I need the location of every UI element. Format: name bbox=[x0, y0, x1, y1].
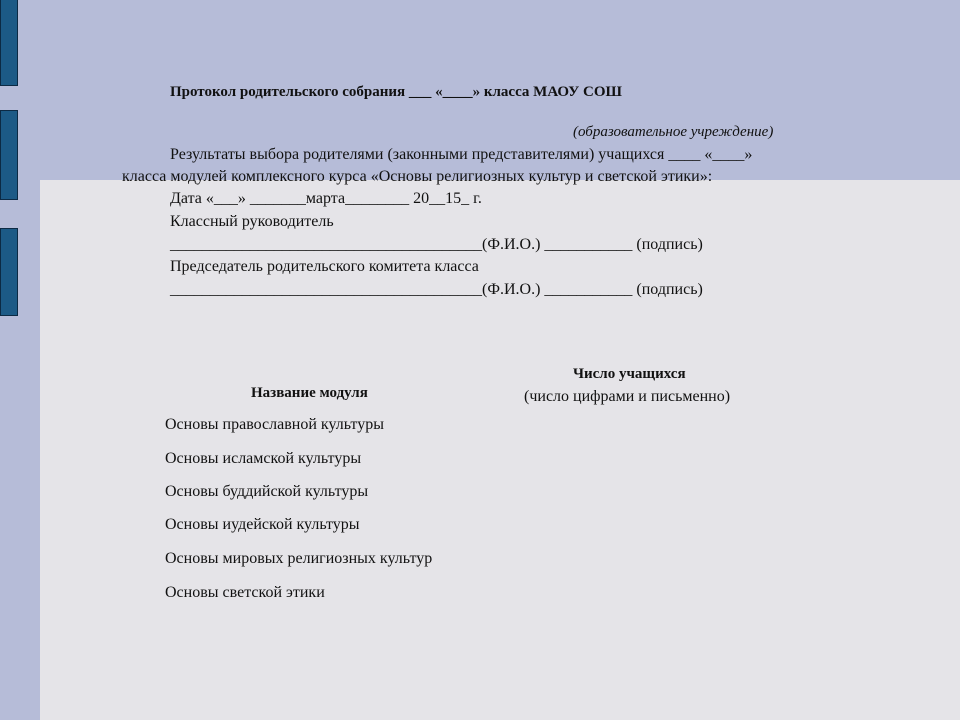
teacher-signature-line: _______________________________________(Ф.И.О.) ___________ (подпись) bbox=[170, 236, 703, 253]
teacher-label: Классный руководитель bbox=[170, 213, 334, 230]
decor-bar-3 bbox=[0, 228, 18, 316]
date-line: Дата «___» _______марта________ 20__15_ г. bbox=[170, 190, 482, 207]
protocol-title: Протокол родительского собрания ___ «____» класса МАОУ СОШ bbox=[170, 84, 622, 100]
module-row: Основы мировых религиозных культур bbox=[165, 550, 433, 567]
module-row: Основы иудейской культуры bbox=[165, 516, 360, 533]
module-row: Основы буддийской культуры bbox=[165, 483, 369, 500]
decor-bar-1 bbox=[0, 0, 18, 86]
results-line-1: Результаты выбора родителями (законными представителями) учащихся ____ «____» bbox=[170, 146, 753, 163]
decor-bar-2 bbox=[0, 110, 18, 200]
module-row: Основы светской этики bbox=[165, 584, 325, 601]
count-column-header: Число учащихся bbox=[573, 366, 686, 382]
count-column-subheader: (число цифрами и письменно) bbox=[524, 388, 731, 405]
chair-signature-line: _______________________________________(Ф.И.О.) ___________ (подпись) bbox=[170, 281, 703, 298]
institution-note: (образовательное учреждение) bbox=[573, 124, 774, 140]
chair-label: Председатель родительского комитета класса bbox=[170, 258, 479, 275]
module-column-header: Название модуля bbox=[251, 385, 368, 401]
results-line-2: класса модулей комплексного курса «Основы религиозных культур и светской этики»: bbox=[122, 168, 713, 185]
module-row: Основы православной культуры bbox=[165, 416, 384, 433]
module-row: Основы исламской культуры bbox=[165, 450, 362, 467]
